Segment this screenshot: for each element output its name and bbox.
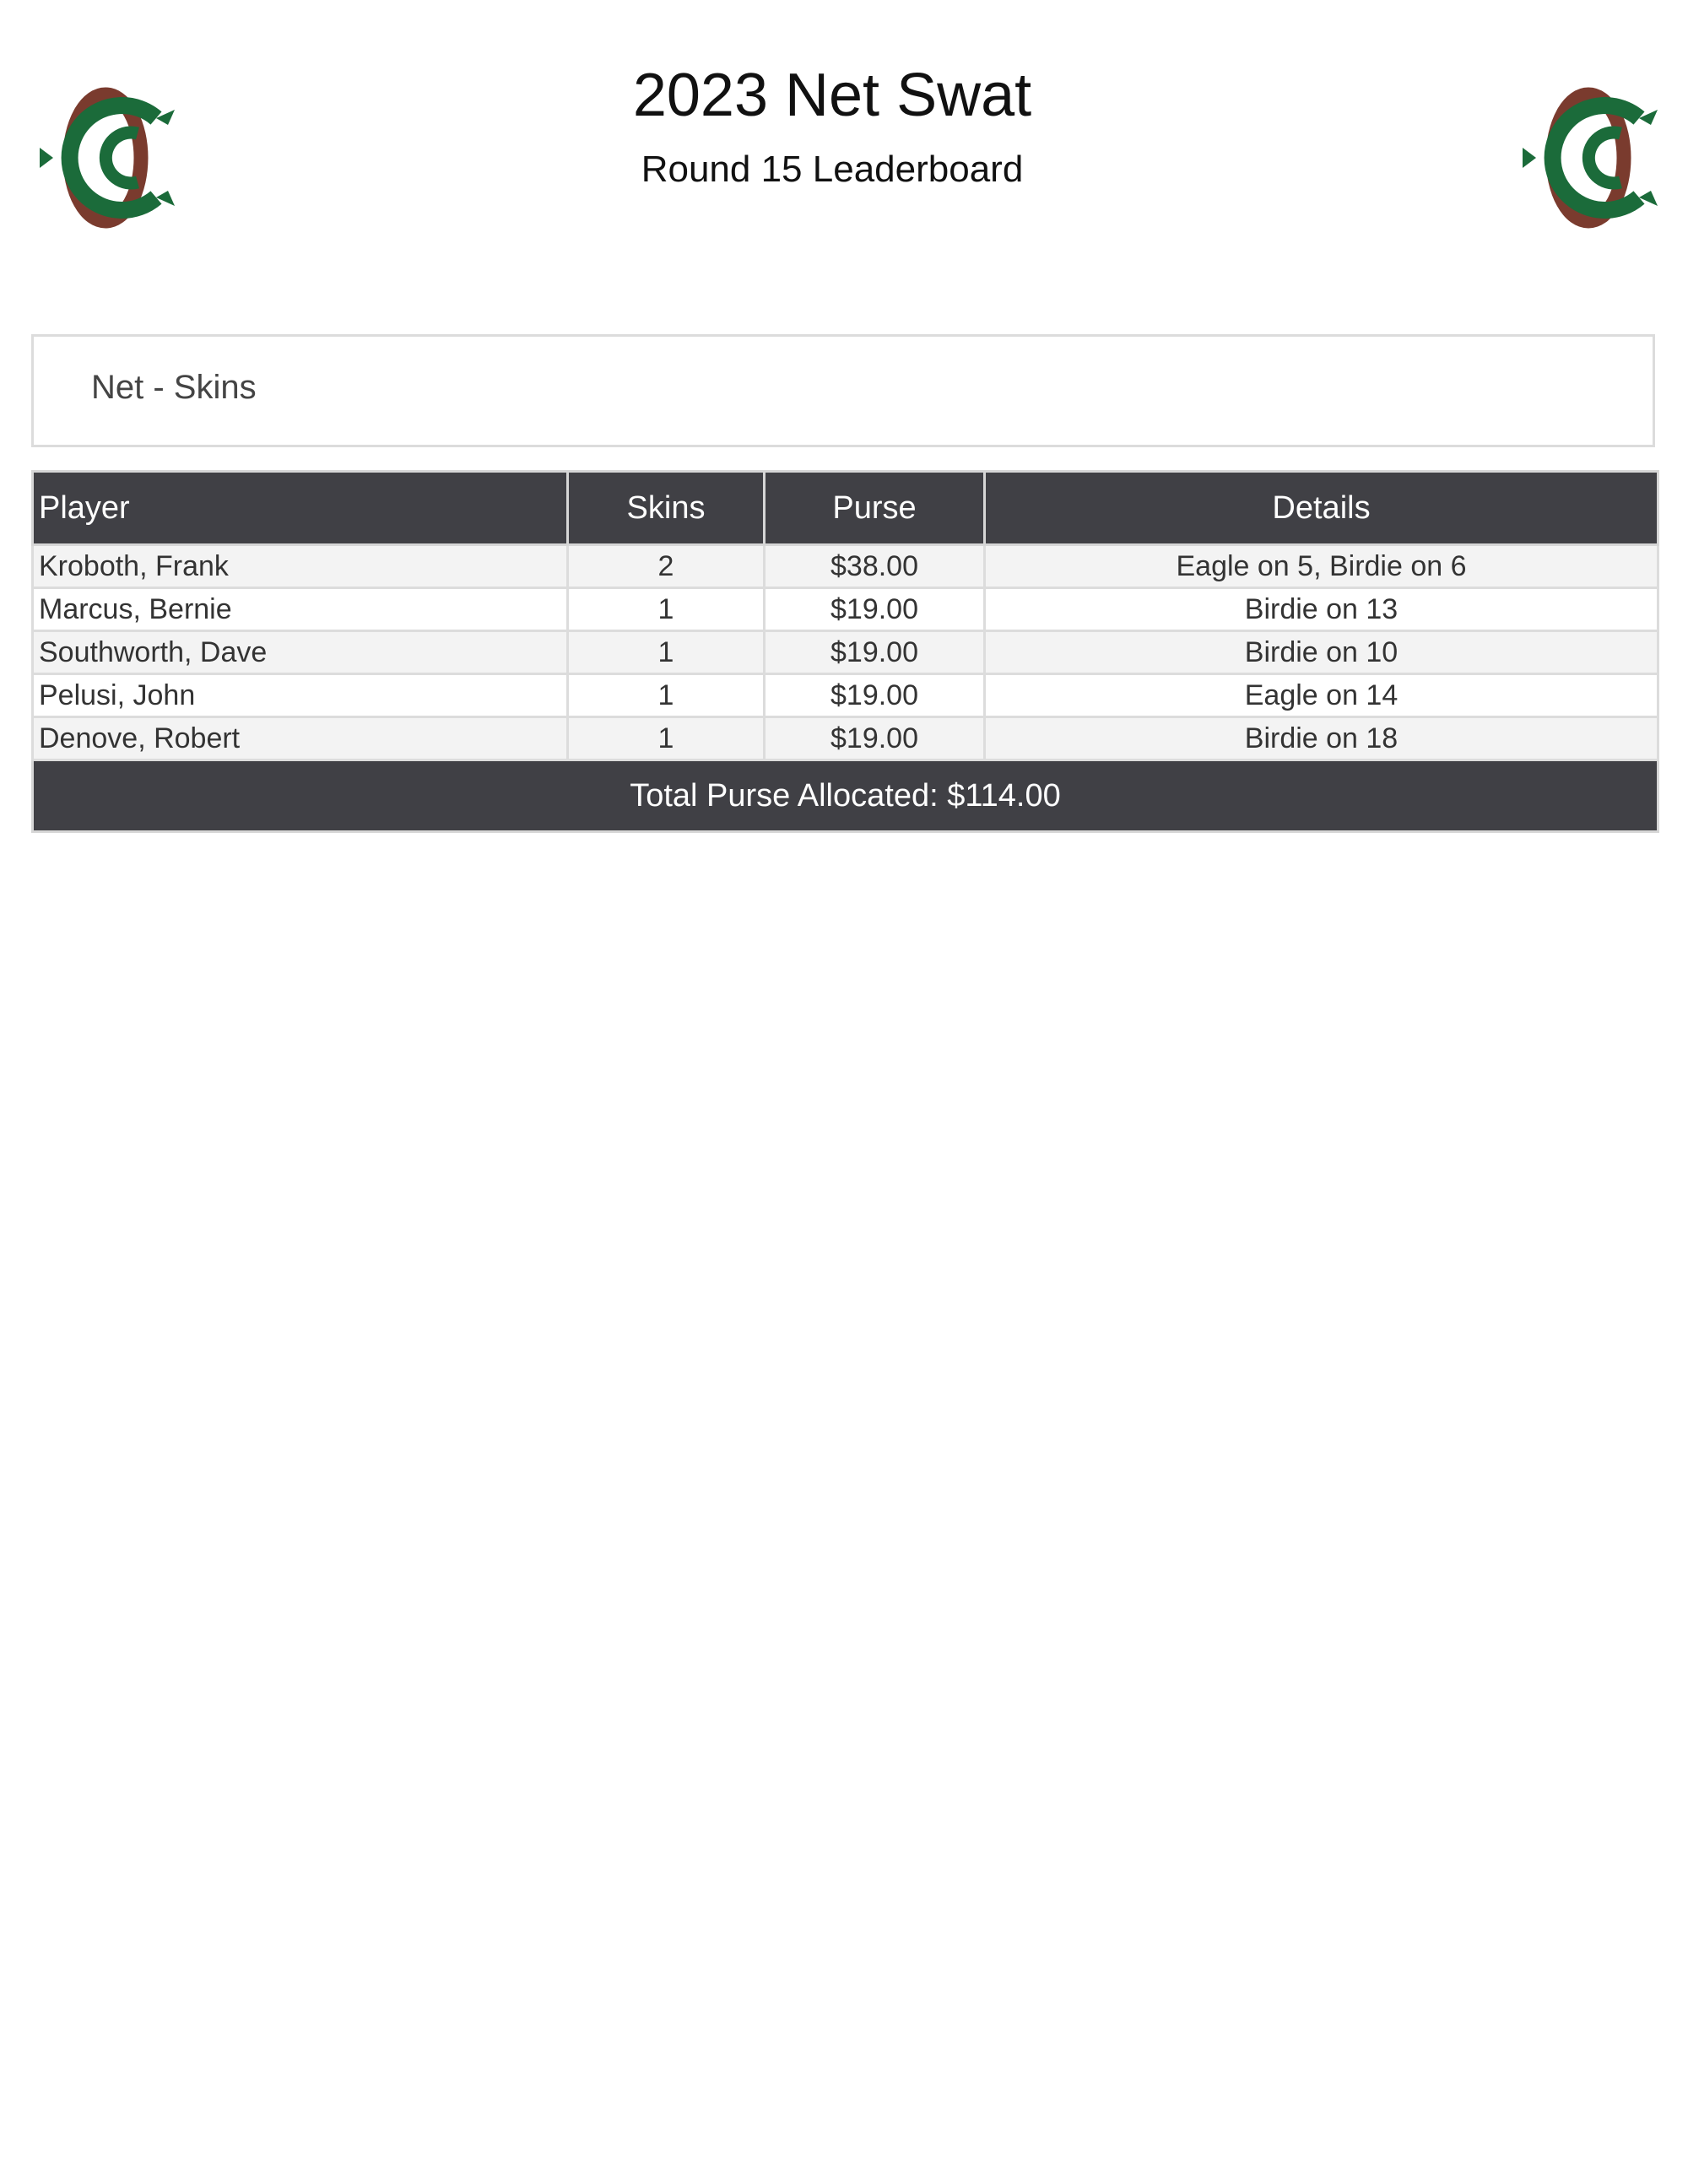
purse-amount: $38.00 [765,545,985,588]
skin-details: Birdie on 10 [985,631,1658,674]
purse-amount: $19.00 [765,588,985,631]
skins-count: 1 [568,631,765,674]
page-subtitle: Round 15 Leaderboard [641,149,1024,190]
skins-count: 1 [568,674,765,717]
section-label: Net - Skins [91,369,257,406]
column-header-details: Details [985,472,1658,545]
column-header-skins: Skins [568,472,765,545]
total-purse: Total Purse Allocated: $114.00 [33,760,1658,832]
table-row [33,717,1658,760]
skin-details: Eagle on 14 [985,674,1658,717]
skin-details: Birdie on 13 [985,588,1658,631]
skins-count: 1 [568,588,765,631]
player-name: Pelusi, John [33,674,568,717]
purse-amount: $19.00 [765,631,985,674]
column-header-player: Player [33,472,568,545]
leaderboard-table [31,470,1659,833]
player-name: Denove, Robert [33,717,568,760]
skins-count: 2 [568,545,765,588]
table-row [33,545,1658,588]
section-header [31,334,1655,447]
purse-amount: $19.00 [765,717,985,760]
skin-details: Eagle on 5, Birdie on 6 [985,545,1658,588]
column-header-purse: Purse [765,472,985,545]
player-name: Kroboth, Frank [33,545,568,588]
player-name: Marcus, Bernie [33,588,568,631]
skins-count: 1 [568,717,765,760]
total-row [33,760,1658,832]
table-row [33,588,1658,631]
page-title: 2023 Net Swat [632,62,1032,129]
player-name: Southworth, Dave [33,631,568,674]
table-header-row [33,472,1658,545]
table-row [33,674,1658,717]
table-row [33,631,1658,674]
skin-details: Birdie on 18 [985,717,1658,760]
purse-amount: $19.00 [765,674,985,717]
